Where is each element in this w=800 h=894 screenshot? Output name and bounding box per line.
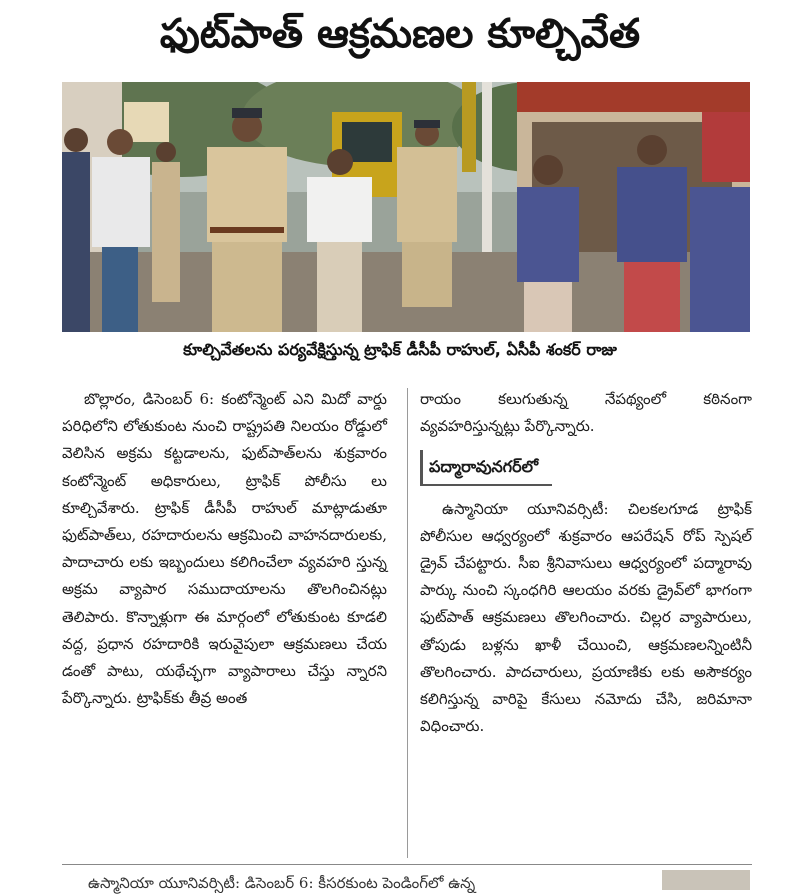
news-photo-illustration <box>62 82 750 332</box>
article-subheading: పద్మారావునగర్‌లో <box>420 450 552 485</box>
article-paragraph-2: ఉస్మానియా యూనివర్సిటీ: చిలకలగూడ ట్రాఫిక్ పోలీసుల ఆధ్వర్యంలో శుక్రవారం ఆపరేషన్ రోప్ స్పెషల్ డ్రైవ్ చేపట్టారు. సీఐ శ్రీనివాసులు ఆధ్వర్యంలో పద్మారావు పార్కు నుంచి స్కంధగిరి ఆలయం వరకు డ్రైవ్‌లో భాగంగా ఫుట్‌పాత్ ఆక్రమణలు తొలగించారు. చిల్లర వ్యాపారులు, తోపుడు బళ్లను ఖాళీ చేయించి, ఆక్రమణలన్నింటినీ తొలగించారు. పాదచారులు, ప్రయాణికు లకు అసౌకర్యం కలిగిస్తున్న వారిపై కేసులు నమోదు చేసి, జరిమానా విధించారు. <box>420 499 752 736</box>
article-column-right <box>420 386 752 740</box>
article-paragraph-1: బొల్లారం, డిసెంబర్ 6: కంటోన్మెంట్ ఎని మిదో వార్డు పరిధిలోని లోతుకుంట నుంచి రాష్ట్రపతి నిలయం రోడ్డులో వెలిసిన అక్రమ కట్టడాలను, ఫుట్‌పాత్‌లను శుక్రవారం కంటోన్మెంట్ అధికారులు, ట్రాఫిక్ పోలీసు లు కూల్చివేశారు. ట్రాఫిక్ డీసీపీ రాహుల్ మాట్లాడుతూ ఫుట్‌పాత్‌లు, రహదారులను ఆక్రమించి వాహనదారులకు, పాదాచారు లకు ఇబ్బందులు కలిగించేలా వ్యవహరి స్తున్న అక్రమ వ్యాపార సముదాయాలను తొలగించినట్లు తెలిపారు. కొన్నాళ్లుగా ఈ మార్గంలో లోతుకుంట కూడలి వద్ద, ప్రధాన రహదారికి ఇరువైపులా ఆక్రమణలు చేయ డంతో పాటు, యథేచ్ఛగా వ్యాపారాలు చేస్తు న్నారని పేర్కొన్నారు. ట్రాఫిక్‌కు తీవ్ర అంత <box>62 390 387 708</box>
article-column-left <box>62 386 387 712</box>
article-headline: ఫుట్‌పాత్ ఆక్రమణల కూల్చివేత <box>159 11 641 57</box>
news-photo <box>62 82 750 332</box>
next-article-photo-fragment <box>662 870 750 890</box>
next-article-fragment: ఉస్మానియా యూనివర్సిటీ: డిసెంబర్ 6: కీసరకుంట పెండింగ్‌లో ఉన్న <box>88 874 476 892</box>
photo-caption: కూల్చివేతలను పర్యవేక్షిస్తున్న ట్రాఫిక్ డీసీపీ రాహుల్, ఏసీపీ శంకర్ రాజు <box>183 339 617 359</box>
column-divider <box>407 388 408 858</box>
article-paragraph-continued: రాయం కలుగుతున్న నేపథ్యంలో కఠినంగా వ్యవహరిస్తున్నట్లు పేర్కొన్నారు. <box>420 390 752 436</box>
bottom-divider <box>62 864 752 865</box>
